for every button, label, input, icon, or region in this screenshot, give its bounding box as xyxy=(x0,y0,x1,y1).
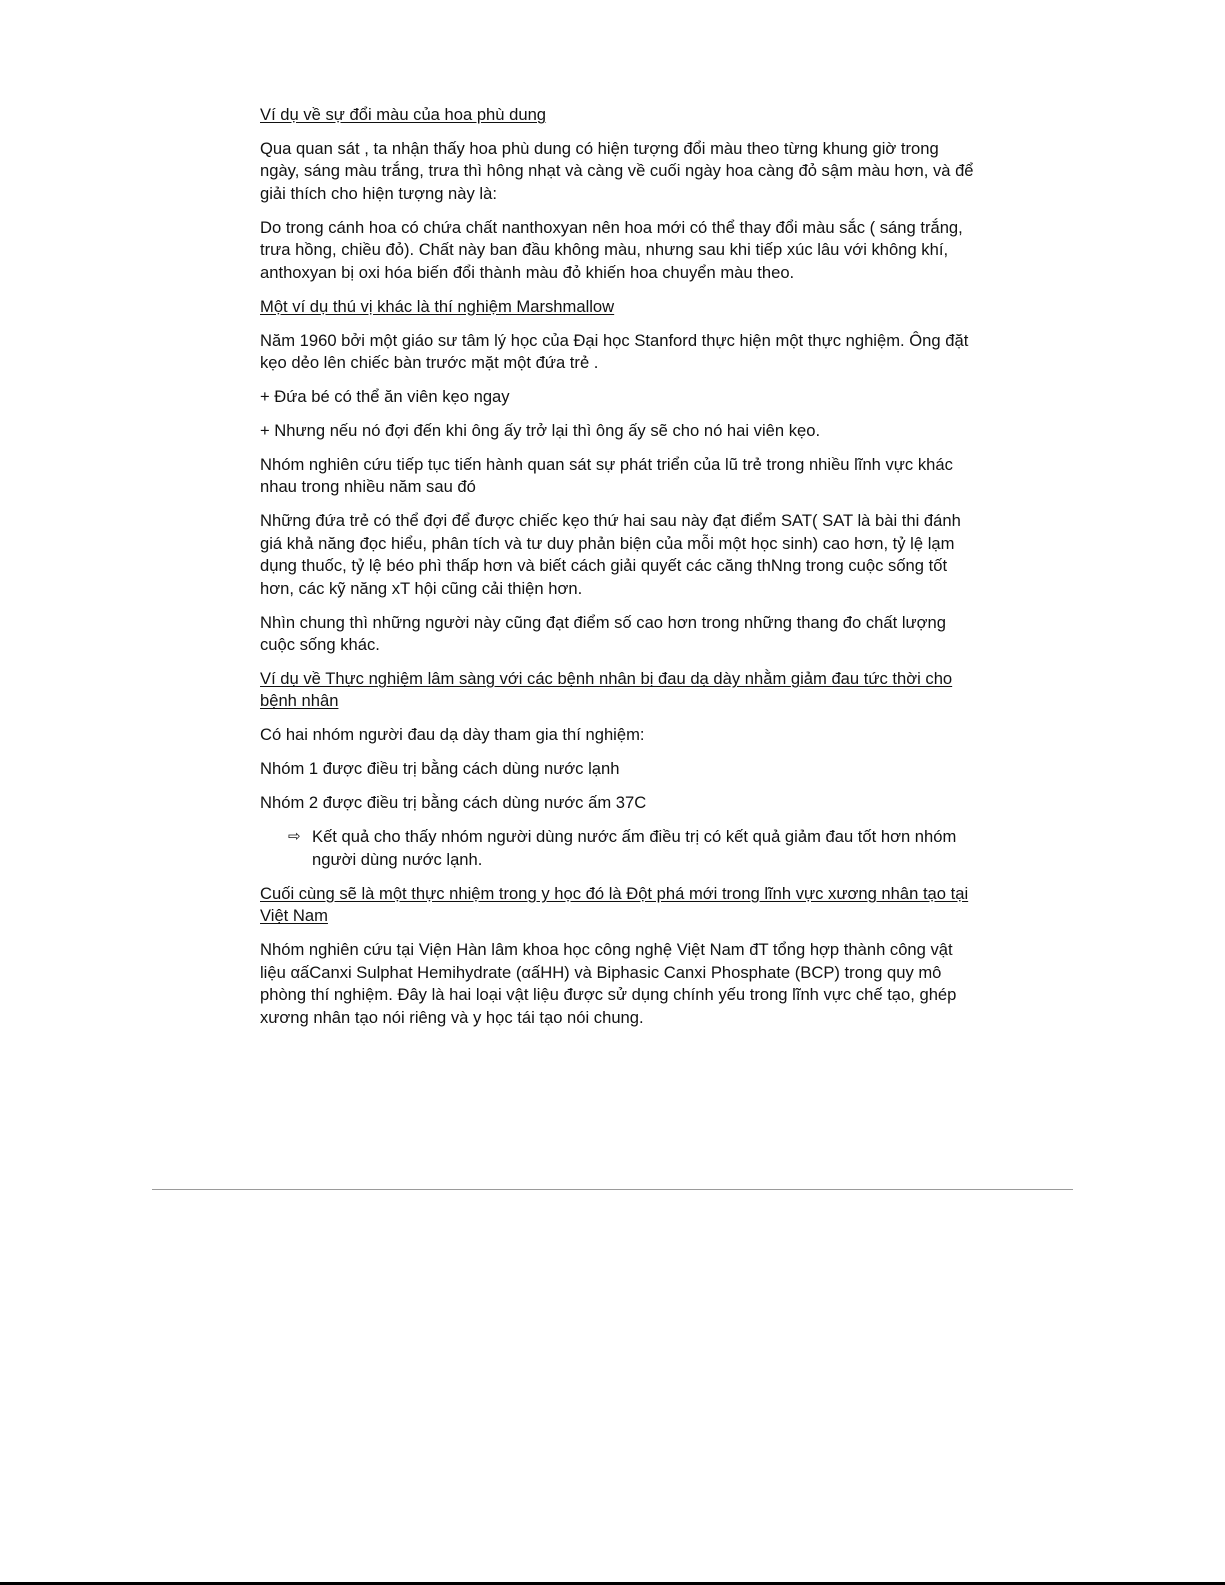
paragraph-group-1: Nhóm 1 được điều trị bằng cách dùng nước lạnh xyxy=(260,759,620,779)
arrow-right-icon: ⇨ xyxy=(288,828,301,846)
paragraph-observation: Qua quan sát , ta nhận thấy hoa phù dung có hiện tượng đổi màu theo từng khung giờ trong ngày, sáng màu trắng, trưa thì hông nhạt và càng về cuối ngày hoa càng đỏ sậm màu hơn, và để giải thích cho hiện tượng này là: xyxy=(260,139,974,203)
paragraph-sat-results: Những đứa trẻ có thể đợi để được chiếc kẹo thứ hai sau này đạt điểm SAT( SAT là bài thi đánh giá khả năng đọc hiểu, phân tích và tư duy phản biện của mỗi một học sinh) cao hơn, tỷ lệ lạm dụng thuốc, tỷ lệ béo phì thấp hơn và biết cách giải quyết các căng thNng trong cuộc sống tốt hơn, các kỹ năng xT hội cũng cải thiện hơn. xyxy=(260,511,961,598)
heading-clinical-experiment: Ví dụ về Thực nghiệm lâm sàng với các bệnh nhân bị đau dạ dày nhằm giảm đau tức thời cho bệnh nhân xyxy=(260,669,953,711)
paragraph-bone-research: Nhóm nghiên cứu tại Viện Hàn lâm khoa học công nghệ Việt Nam đT tổng hợp thành công vật liệu αấCanxi Sulphat Hemihydrate (αấHH) và Biphasic Canxi Phosphate (BCP) trong quy mô phòng thí nghiệm. Đây là hai loại vật liệu được sử dụng chính yếu trong lĩnh vực chế tạo, ghép xương nhân tạo nói riêng và y học tái tạo nói chung. xyxy=(260,940,957,1027)
paragraph-explanation: Do trong cánh hoa có chứa chất nanthoxyan nên hoa mới có thể thay đổi màu sắc ( sáng trắng, trưa hồng, chiều đỏ). Chất này ban đầu không màu, nhưng sau khi tiếp xúc lâu với không khí, anthoxyan bị oxi hóa biến đổi thành màu đỏ khiến hoa chuyển màu theo. xyxy=(260,217,963,282)
document-body xyxy=(260,104,976,1041)
conclusion-text: Kết quả cho thấy nhóm người dùng nước ấm điều trị có kết quả giảm đau tốt hơn nhóm người dùng nước lạnh. xyxy=(312,827,957,869)
conclusion-item xyxy=(288,826,976,871)
paragraph-life-quality: Nhìn chung thì những người này cũng đạt điểm số cao hơn trong những thang đo chất lượng cuộc sống khác. xyxy=(260,612,946,655)
paragraph-two-groups: Có hai nhóm người đau dạ dày tham gia thí nghiệm: xyxy=(260,725,645,745)
paragraph-option-wait: + Nhưng nếu nó đợi đến khi ông ấy trở lại thì ông ấy sẽ cho nó hai viên kẹo. xyxy=(260,421,821,441)
paragraph-group-2: Nhóm 2 được điều trị bằng cách dùng nước ấm 37C xyxy=(260,793,647,813)
page-divider xyxy=(152,1189,1073,1190)
paragraph-experiment-intro: Năm 1960 bởi một giáo sư tâm lý học của Đại học Stanford thực hiện một thực nghiệm. Ông đặt kẹo dẻo lên chiếc bàn trước mặt một đứa trẻ . xyxy=(260,330,969,373)
paragraph-followup-study: Nhóm nghiên cứu tiếp tục tiến hành quan sát sự phát triển của lũ trẻ trong nhiều lĩnh vực khác nhau trong nhiều năm sau đó xyxy=(260,455,953,497)
heading-artificial-bone: Cuối cùng sẽ là một thực nhiệm trong y học đó là Đột phá mới trong lĩnh vực xương nhân tạo tại Việt Nam xyxy=(260,883,969,926)
heading-marshmallow-experiment: Một ví dụ thú vị khác là thí nghiệm Marshmallow xyxy=(260,296,615,316)
heading-hibiscus-color-change: Ví dụ về sự đổi màu của hoa phù dung xyxy=(260,105,547,124)
paragraph-option-eat-now: + Đứa bé có thể ăn viên kẹo ngay xyxy=(260,387,510,407)
